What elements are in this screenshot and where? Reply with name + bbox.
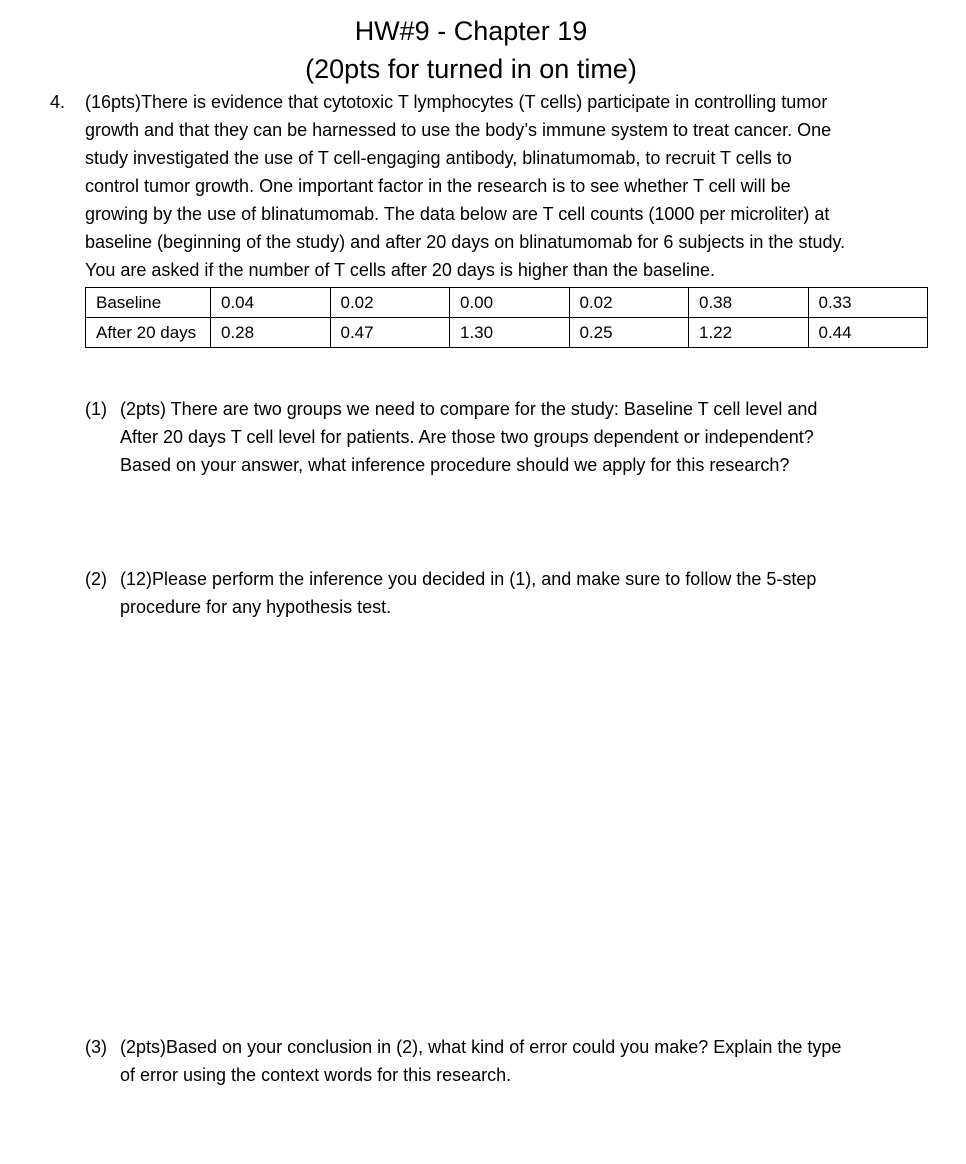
table-cell: 0.02 bbox=[330, 288, 450, 318]
row-label-after-20-days: After 20 days bbox=[86, 318, 211, 348]
table-cell: 0.28 bbox=[211, 318, 331, 348]
part-number: (2) bbox=[85, 569, 107, 589]
table-cell: 0.38 bbox=[689, 288, 809, 318]
part-text bbox=[120, 1033, 920, 1089]
question-number: 4. bbox=[50, 92, 66, 112]
table-row-baseline bbox=[86, 288, 928, 318]
tcell-data-table bbox=[85, 287, 928, 348]
part-line: (2pts) There are two groups we need to compare for the study: Baseline T cell level and bbox=[120, 399, 818, 419]
table-cell: 1.30 bbox=[450, 318, 570, 348]
question-line: baseline (beginning of the study) and after 20 days on blinatumomab for 6 subjects in the study. bbox=[85, 232, 846, 252]
table-cell: 0.33 bbox=[808, 288, 928, 318]
table-cell: 0.44 bbox=[808, 318, 928, 348]
part-line: (12)Please perform the inference you decided in (1), and make sure to follow the 5-step bbox=[120, 569, 817, 589]
question-line: study investigated the use of T cell-engaging antibody, blinatumomab, to recruit T cells to bbox=[85, 148, 792, 168]
question-line: You are asked if the number of T cells after 20 days is higher than the baseline. bbox=[85, 260, 716, 280]
question-line: (16pts)There is evidence that cytotoxic T lymphocytes (T cells) participate in controlling tumor bbox=[85, 92, 828, 112]
part-number: (1) bbox=[85, 399, 107, 419]
part-text bbox=[120, 395, 920, 479]
question-line: growth and that they can be harnessed to use the body’s immune system to treat cancer. One bbox=[85, 120, 832, 140]
part-line: procedure for any hypothesis test. bbox=[120, 597, 392, 617]
table-row-after-20-days bbox=[86, 318, 928, 348]
part-number: (3) bbox=[85, 1037, 107, 1057]
table-cell: 0.04 bbox=[211, 288, 331, 318]
part-text bbox=[120, 565, 920, 621]
table-cell: 1.22 bbox=[689, 318, 809, 348]
question-line: growing by the use of blinatumomab. The data below are T cell counts (1000 per microliter) at bbox=[85, 204, 830, 224]
page-title: HW#9 - Chapter 19 bbox=[354, 16, 588, 46]
row-label-baseline: Baseline bbox=[86, 288, 211, 318]
question-line: control tumor growth. One important factor in the research is to see whether T cell will be bbox=[85, 176, 791, 196]
part-line: After 20 days T cell level for patients. Are those two groups dependent or independent? bbox=[120, 427, 814, 447]
table-cell: 0.02 bbox=[569, 288, 689, 318]
part-line: of error using the context words for this research. bbox=[120, 1065, 512, 1085]
page-subtitle: (20pts for turned in on time) bbox=[305, 54, 637, 84]
part-line: Based on your answer, what inference procedure should we apply for this research? bbox=[120, 455, 790, 475]
part-line: (2pts)Based on your conclusion in (2), what kind of error could you make? Explain the type bbox=[120, 1037, 842, 1057]
question-text bbox=[85, 88, 930, 284]
table-cell: 0.25 bbox=[569, 318, 689, 348]
table-cell: 0.00 bbox=[450, 288, 570, 318]
table-cell: 0.47 bbox=[330, 318, 450, 348]
